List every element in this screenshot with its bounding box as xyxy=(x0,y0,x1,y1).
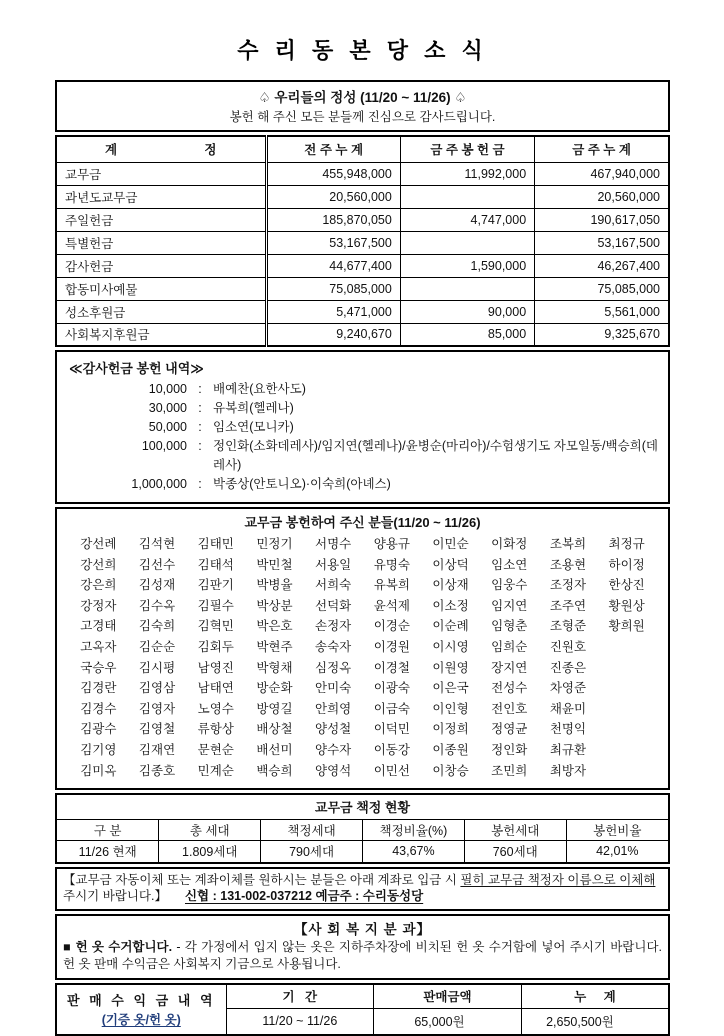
donor-row xyxy=(69,616,656,637)
donor-name: 김기영 xyxy=(80,742,117,757)
donor-name: 이금숙 xyxy=(373,701,410,716)
donor-name: 김경란 xyxy=(80,681,117,696)
donor-name: 민정기 xyxy=(256,537,293,551)
this-week-offering-cell: 90,000 xyxy=(400,300,534,323)
donor-name: 백승희 xyxy=(256,763,293,778)
donor-name xyxy=(597,637,656,658)
donor-name: 김숙희 xyxy=(138,619,176,634)
thanks-amount: 1,000,000 xyxy=(131,477,187,491)
this-week-offering-cell: 85,000 xyxy=(400,323,534,346)
donor-name xyxy=(597,658,656,679)
donor-name: 임소연 xyxy=(491,557,528,572)
prev-week-total-cell: 5,471,000 xyxy=(266,300,400,323)
thanks-donor-names: 박종상(안토니오)·이숙희(아녜스) xyxy=(213,477,391,491)
donor-name: 양성철 xyxy=(315,722,352,737)
donor-name: 김혁민 xyxy=(197,619,234,634)
donor-name: 이시영 xyxy=(432,639,469,654)
offering-header-week-amount: 금 주 봉 헌 금 xyxy=(400,136,534,162)
donor-row xyxy=(69,658,656,679)
donor-row xyxy=(69,678,656,699)
thanks-item xyxy=(69,380,658,399)
thanks-amount: 10,000 xyxy=(148,382,187,396)
account-name-cell: 특별헌금 xyxy=(56,231,266,254)
donor-name: 배선미 xyxy=(256,742,293,757)
donor-name: 조정자 xyxy=(549,578,587,593)
donor-name: 전인호 xyxy=(491,701,528,716)
donor-name: 이민선 xyxy=(373,763,410,778)
sales-header-cell: 기 간 xyxy=(226,984,374,1009)
donor-name: 안희영 xyxy=(315,701,352,716)
donor-name: 방영길 xyxy=(256,701,293,716)
assessment-box xyxy=(55,793,670,864)
donor-name: 국승우 xyxy=(80,660,117,675)
thanks-amount: 50,000 xyxy=(148,420,187,434)
donor-name: 박은호 xyxy=(256,619,293,634)
offering-row xyxy=(56,277,669,300)
donor-name: 이창승 xyxy=(432,763,469,778)
thanks-colon: : xyxy=(198,439,202,453)
sales-value-cell: 65,000원 xyxy=(374,1009,522,1035)
this-week-offering-cell xyxy=(400,277,534,300)
donor-row xyxy=(69,740,656,761)
transfer-note-underlined: 필히 교무금 책정자 이름으로 이체해 xyxy=(460,872,656,887)
donor-name: 채윤미 xyxy=(549,701,587,716)
thanks-donor-names: 임소연(모니카) xyxy=(213,420,294,434)
sales-label-line2: (기증 옷/헌 옷) xyxy=(101,1013,181,1028)
donor-name xyxy=(597,699,656,720)
donor-name: 이은국 xyxy=(432,681,469,696)
account-name-cell: 주일헌금 xyxy=(56,208,266,231)
donor-name xyxy=(597,740,656,761)
donor-name: 이상덕 xyxy=(432,557,469,572)
this-week-offering-cell: 11,992,000 xyxy=(400,162,534,185)
donor-name: 김경수 xyxy=(80,701,117,716)
offering-row xyxy=(56,300,669,323)
account-header-char-1: 계 xyxy=(105,143,118,158)
donor-name: 임형춘 xyxy=(491,619,528,634)
account-name-cell: 교무금 xyxy=(56,162,266,185)
assessment-value-cell: 790세대 xyxy=(261,841,363,862)
donor-name: 김성재 xyxy=(138,578,176,593)
gratitude-header-box xyxy=(55,80,670,132)
account-name-cell: 합동미사예물 xyxy=(56,277,266,300)
donor-name: 정영균 xyxy=(491,722,528,737)
assessment-table xyxy=(57,819,668,862)
prev-week-total-cell: 53,167,500 xyxy=(266,231,400,254)
assessment-value-cell: 42,01% xyxy=(566,841,668,862)
donor-row xyxy=(69,699,656,720)
donor-name: 김미옥 xyxy=(80,763,117,778)
sales-header-cell: 판매금액 xyxy=(374,984,522,1009)
donor-name: 양영석 xyxy=(315,763,352,778)
account-name-cell: 과년도교무금 xyxy=(56,185,266,208)
donor-name: 김광수 xyxy=(80,722,117,737)
donor-name: 김수옥 xyxy=(138,598,176,613)
donor-name: 조용현 xyxy=(549,557,587,572)
donor-name xyxy=(597,761,656,782)
offering-row xyxy=(56,208,669,231)
donor-name: 고경태 xyxy=(80,619,117,634)
donor-name: 이원영 xyxy=(432,660,469,675)
donor-row xyxy=(69,575,656,596)
assessment-value-cell: 43,67% xyxy=(362,841,464,862)
prev-week-total-cell: 9,240,670 xyxy=(266,323,400,346)
donor-name: 정인화 xyxy=(491,742,528,757)
sales-value-cell: 11/20 ~ 11/26 xyxy=(226,1009,374,1035)
this-week-total-cell: 467,940,000 xyxy=(535,162,669,185)
donor-name: 진종은 xyxy=(549,660,587,675)
donor-name: 손정자 xyxy=(315,619,352,634)
donor-name: 선덕화 xyxy=(315,598,352,613)
donor-name: 박현주 xyxy=(256,639,293,654)
donor-name: 이경철 xyxy=(373,660,410,675)
donor-name: 방순화 xyxy=(256,681,293,696)
offering-row xyxy=(56,323,669,346)
assessment-header-row xyxy=(57,820,668,841)
donor-name: 전성수 xyxy=(491,681,528,696)
donor-name: 이소정 xyxy=(432,598,469,613)
donor-name: 심정옥 xyxy=(315,660,352,675)
donor-name: 김필수 xyxy=(197,598,234,613)
prev-week-total-cell: 185,870,050 xyxy=(266,208,400,231)
donor-name: 최규환 xyxy=(549,742,587,757)
donor-name: 김시평 xyxy=(138,660,176,675)
donor-name: 황원상 xyxy=(608,598,645,613)
prev-week-total-cell: 75,085,000 xyxy=(266,277,400,300)
sales-header-cell: 누 계 xyxy=(521,984,669,1009)
donor-name xyxy=(597,719,656,740)
donor-name: 황희원 xyxy=(608,619,645,634)
assessment-header-cell: 구 분 xyxy=(57,820,159,841)
account-header-text xyxy=(57,140,265,158)
this-week-total-cell: 53,167,500 xyxy=(535,231,669,254)
donor-name: 안미숙 xyxy=(315,681,352,696)
transfer-note-suffix: 주시기 바랍니다.】 xyxy=(63,889,167,904)
assessment-value-cell: 760세대 xyxy=(464,841,566,862)
donor-name: 서용일 xyxy=(315,557,352,572)
this-week-total-cell: 9,325,670 xyxy=(535,323,669,346)
donor-name: 김회두 xyxy=(197,639,234,654)
sales-value-cell: 2,650,500원 xyxy=(521,1009,669,1035)
donor-name xyxy=(597,678,656,699)
donor-name: 노영수 xyxy=(197,701,234,716)
donor-name: 이덕민 xyxy=(373,722,410,737)
donor-name: 한상진 xyxy=(608,578,645,593)
donor-name: 하이정 xyxy=(608,557,645,572)
account-name-cell: 사회복지후원금 xyxy=(56,323,266,346)
donor-row xyxy=(69,761,656,782)
donor-name: 임웅수 xyxy=(491,578,528,593)
donor-name: 조민희 xyxy=(491,763,528,778)
sales-revenue-table xyxy=(55,983,670,1036)
offering-header-row xyxy=(56,136,669,162)
this-week-offering-cell xyxy=(400,185,534,208)
prev-week-total-cell: 455,948,000 xyxy=(266,162,400,185)
donor-name: 이민순 xyxy=(432,537,469,551)
assessment-header-cell: 책정비율(%) xyxy=(362,820,464,841)
donor-name: 임희순 xyxy=(491,639,528,654)
prev-week-total-cell: 20,560,000 xyxy=(266,185,400,208)
donor-name: 김순순 xyxy=(138,639,176,654)
thanks-item xyxy=(69,437,658,475)
page-title: 수 리 동 본 당 소 식 xyxy=(237,38,488,63)
donors-box xyxy=(55,507,670,790)
donor-name: 박민철 xyxy=(256,557,293,572)
donor-name: 강은희 xyxy=(80,578,117,593)
this-week-offering-cell xyxy=(400,231,534,254)
donor-name: 이순례 xyxy=(432,619,469,634)
thanks-colon: : xyxy=(198,401,202,415)
donor-name: 강선희 xyxy=(80,557,117,572)
this-week-total-cell: 46,267,400 xyxy=(535,254,669,277)
assessment-header-cell: 봉헌세대 xyxy=(464,820,566,841)
donor-name: 조복희 xyxy=(549,537,587,551)
thanks-amount: 100,000 xyxy=(141,439,187,453)
donor-name: 천명익 xyxy=(549,722,587,737)
donor-name: 이화정 xyxy=(491,537,528,551)
thanks-offering-box xyxy=(55,350,670,504)
offering-row xyxy=(56,231,669,254)
thanks-item xyxy=(69,399,658,418)
donor-grid xyxy=(69,534,656,781)
donor-name: 박상분 xyxy=(256,598,293,613)
donor-name: 이동강 xyxy=(373,742,410,757)
this-week-offering-cell: 4,747,000 xyxy=(400,208,534,231)
donor-name: 이인형 xyxy=(432,701,469,716)
donor-name: 박병율 xyxy=(256,578,293,593)
donor-name: 이경순 xyxy=(373,619,410,634)
welfare-section-title: 【사 회 복 지 분 과】 xyxy=(294,921,431,937)
donor-name: 김석현 xyxy=(138,537,176,551)
offering-header-week-total: 금 주 누 계 xyxy=(535,136,669,162)
donor-name: 송숙자 xyxy=(315,639,352,654)
offering-header-prev-total: 전 주 누 계 xyxy=(266,136,400,162)
donor-name: 남영진 xyxy=(197,660,234,675)
transfer-note-prefix: 【교무금 자동이체 또는 계좌이체를 원하시는 분들은 아래 계좌로 입금 시 xyxy=(63,872,461,887)
donor-name: 조주연 xyxy=(549,598,587,613)
donor-name: 김영자 xyxy=(138,701,176,716)
donor-name: 김선수 xyxy=(138,557,176,572)
donor-name: 임지연 xyxy=(491,598,528,613)
assessment-header-cell: 총 세대 xyxy=(159,820,261,841)
transfer-note-box xyxy=(55,867,670,911)
thanks-amount: 30,000 xyxy=(148,401,187,415)
donor-name: 양수자 xyxy=(315,742,352,757)
donors-title: 교무금 봉헌하여 주신 분들(11/20 ~ 11/26) xyxy=(244,515,481,530)
offering-row xyxy=(56,162,669,185)
sales-label-cell xyxy=(56,984,226,1035)
offering-header-account xyxy=(56,136,266,162)
donor-name: 유복희 xyxy=(373,578,410,593)
donor-name: 남태연 xyxy=(197,681,234,696)
this-week-total-cell: 75,085,000 xyxy=(535,277,669,300)
this-week-total-cell: 5,561,000 xyxy=(535,300,669,323)
assessment-data-row xyxy=(57,841,668,862)
thanks-donor-names: 유복희(헬레나) xyxy=(213,401,294,415)
donor-name: 김재연 xyxy=(138,742,176,757)
welfare-section-box xyxy=(55,914,670,980)
sales-label-line1: 판 매 수 익 금 내 역 xyxy=(66,993,216,1009)
this-week-offering-cell: 1,590,000 xyxy=(400,254,534,277)
donor-name: 김태석 xyxy=(197,557,234,572)
thanks-list xyxy=(69,380,658,494)
donor-name: 배상철 xyxy=(256,722,293,737)
thanks-donor-names: 배예찬(요한사도) xyxy=(213,382,306,396)
donor-name: 김영삼 xyxy=(138,681,176,696)
donor-name: 이상재 xyxy=(432,578,469,593)
donor-name: 강선례 xyxy=(80,537,117,551)
prev-week-total-cell: 44,677,400 xyxy=(266,254,400,277)
account-name-cell: 감사헌금 xyxy=(56,254,266,277)
donor-row xyxy=(69,637,656,658)
donor-name: 김종호 xyxy=(138,763,176,778)
this-week-total-cell: 20,560,000 xyxy=(535,185,669,208)
welfare-notice-body: - 각 가정에서 입지 않는 옷은 지하주차장에 비치된 헌 옷 수거함에 넣어 주시기 바랍니다. 헌 옷 판매 수익금은 사회복지 기금으로 사용됩니다. xyxy=(63,939,662,971)
donor-name: 이광숙 xyxy=(373,681,410,696)
account-name-cell: 성소후원금 xyxy=(56,300,266,323)
donor-name: 최정규 xyxy=(608,537,645,551)
thanks-section-title: ≪감사헌금 봉헌 내역≫ xyxy=(69,361,204,376)
assessment-header-cell: 책정세대 xyxy=(261,820,363,841)
donor-name: 최방자 xyxy=(549,763,587,778)
donor-name: 윤석제 xyxy=(373,598,410,613)
donor-row xyxy=(69,534,656,555)
donor-name: 서희숙 xyxy=(315,578,352,593)
donor-name: 유명숙 xyxy=(373,557,410,572)
donor-name: 진원호 xyxy=(549,639,587,654)
donor-name: 양용규 xyxy=(373,537,410,551)
sales-header-row xyxy=(56,984,669,1009)
gratitude-title: ♤ 우리들의 정성 (11/20 ~ 11/26) ♤ xyxy=(258,90,467,105)
account-header-char-2: 정 xyxy=(204,143,217,158)
donor-name: 이정희 xyxy=(432,722,469,737)
thanks-item xyxy=(69,475,658,494)
donor-name: 민계순 xyxy=(197,763,234,778)
donor-name: 차영준 xyxy=(549,681,587,696)
donor-name: 김판기 xyxy=(197,578,234,593)
donor-name: 박형채 xyxy=(256,660,293,675)
assessment-title: 교무금 책정 현황 xyxy=(314,800,411,816)
donor-name: 이종원 xyxy=(432,742,469,757)
thanks-donor-names: 정인화(소화데레사)/임지연(헬레나)/윤병순(마리아)/수험생기도 자모일동/백승희(데레사) xyxy=(213,439,658,472)
donor-name: 김영철 xyxy=(138,722,176,737)
assessment-header-cell: 봉헌비율 xyxy=(566,820,668,841)
thanks-colon: : xyxy=(198,420,202,434)
assessment-value-cell: 11/26 현재 xyxy=(57,841,159,862)
offering-table xyxy=(55,135,670,347)
donor-row xyxy=(69,555,656,576)
thanks-colon: : xyxy=(198,477,202,491)
donor-name: 장지연 xyxy=(491,660,528,675)
gratitude-subtitle: 봉헌 해 주신 모든 분들께 진심으로 감사드립니다. xyxy=(229,110,496,124)
welfare-notice-lead: ■ 헌 옷 수거합니다. xyxy=(63,939,173,954)
this-week-total-cell: 190,617,050 xyxy=(535,208,669,231)
donor-name: 고옥자 xyxy=(80,639,117,654)
donor-name: 류항상 xyxy=(197,722,234,737)
thanks-colon: : xyxy=(198,382,202,396)
donor-name: 강정자 xyxy=(80,598,117,613)
donor-name: 이경원 xyxy=(373,639,410,654)
offering-table-body xyxy=(56,162,669,346)
thanks-item xyxy=(69,418,658,437)
donor-name: 조형준 xyxy=(549,619,587,634)
bank-account-info: 신협 : 131-002-037212 예금주 : 수리동성당 xyxy=(184,889,424,904)
donor-row xyxy=(69,596,656,617)
donor-name: 서명수 xyxy=(315,537,352,551)
donor-name: 김태민 xyxy=(197,537,234,551)
offering-row xyxy=(56,254,669,277)
offering-row xyxy=(56,185,669,208)
welfare-notice xyxy=(63,939,662,973)
donor-row xyxy=(69,719,656,740)
assessment-value-cell: 1.809세대 xyxy=(159,841,261,862)
donor-name: 문현순 xyxy=(197,742,234,757)
